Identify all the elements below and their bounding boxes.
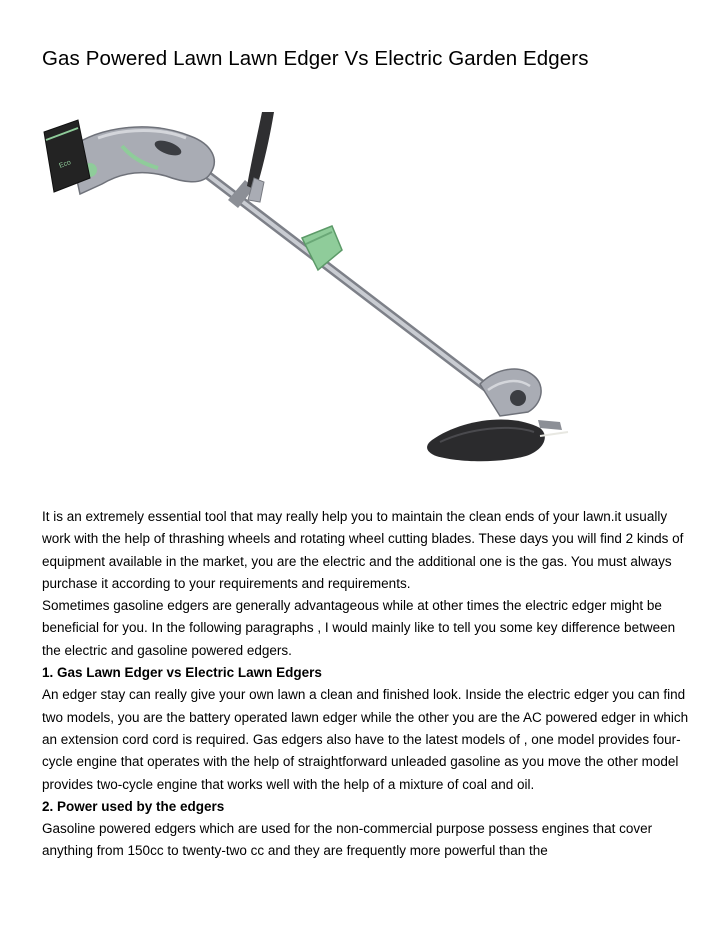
trimmer-body bbox=[70, 127, 214, 194]
battery-pack bbox=[44, 120, 90, 192]
paragraph: It is an extremely essential tool that may really help you to maintain the clean ends of your lawn.it usually work with the help of thrashing wheels and rotating wheel cutting blades. These days you will find 2 kinds of equipment available in the market, you are the electric and the additional one is the gas. You must always purchase it according to your requirements and requirements. bbox=[42, 509, 684, 591]
document-title: Gas Powered Lawn Lawn Edger Vs Electric Garden Edgers bbox=[42, 47, 589, 70]
section-heading: 2. Power used by the edgers bbox=[42, 798, 225, 814]
trimmer-head bbox=[427, 369, 568, 461]
svg-text:Eco: Eco bbox=[58, 159, 73, 170]
trimmer-image bbox=[40, 98, 600, 498]
paragraph: Sometimes gasoline edgers are generally advantageous while at other times the electric edger might be beneficial for you. In the following paragraphs , I would mainly like to tell you some key difference between the electric and gasoline powered edgers. bbox=[42, 598, 676, 658]
paragraph: Gasoline powered edgers which are used for the non-commercial purpose possess engines that cover anything from 150cc to twenty-two cc and they are frequently more powerful than the bbox=[42, 821, 653, 859]
section-heading: 1. Gas Lawn Edger vs Electric Lawn Edgers bbox=[42, 665, 322, 681]
paragraph: An edger stay can really give your own lawn a clean and finished look. Inside the electric edger you can find two models, you are the battery operated lawn edger while the other you are the AC powered edger in which an extension cord cord is required. Gas edgers also have to the latest models of , one model provides four-cycle engine that operates with the help of straightforward unleaded gasoline as you move the other model provides two-cycle engine that works well with the help of a mixture of coal and oil. bbox=[42, 687, 689, 792]
article-body bbox=[42, 506, 692, 863]
shaft-coupling bbox=[302, 226, 342, 270]
auxiliary-handle bbox=[228, 112, 274, 208]
